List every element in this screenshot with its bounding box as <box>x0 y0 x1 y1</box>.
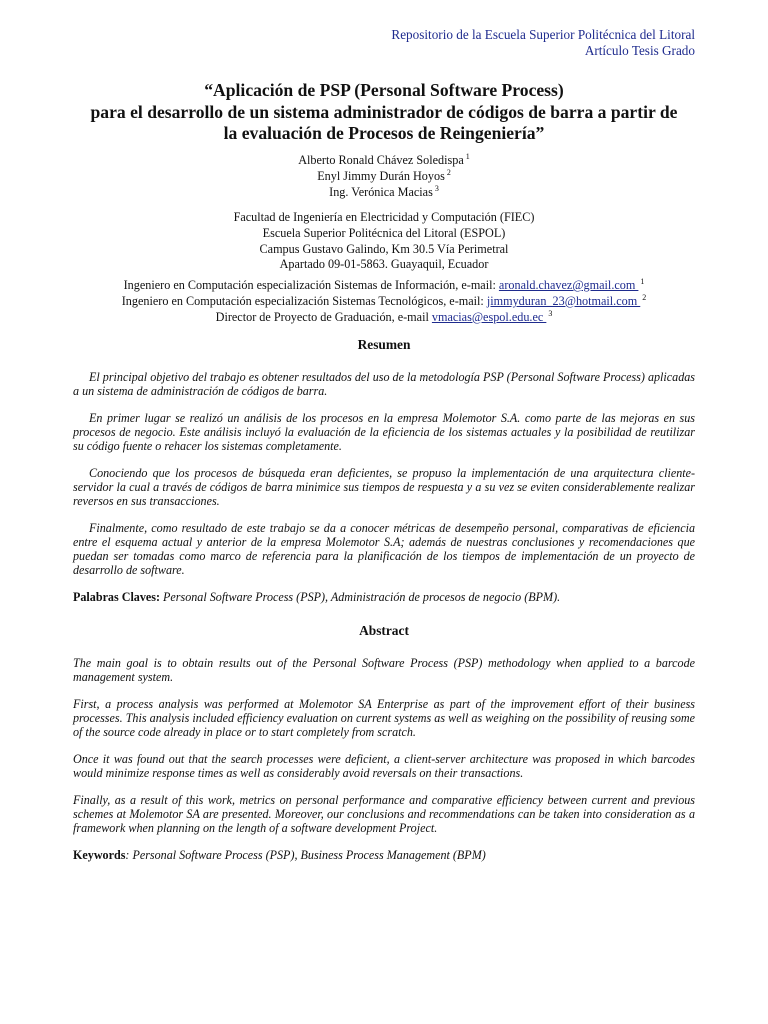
affiliation-faculty: Facultad de Ingeniería en Electricidad y Computación (FIEC) <box>233 210 535 224</box>
resumen-heading: Resumen <box>357 337 411 352</box>
keywords-label: Keywords <box>73 848 126 862</box>
abstract-keywords <box>73 848 695 862</box>
author-footnote-mark: 3 <box>434 183 439 193</box>
resumen-paragraph: Finalmente, como resultado de este trabajo se da a conocer métricas de desempeño personal, comparativas de eficiencia entre el esquema actual y anterior de la empresa Molemotor S.A; además de nuestras conclusiones y recomendaciones que puedan ser tomadas como marco de referencia para la planificación de los tiempos de implementación de un proyecto de desarrollo de software. <box>73 521 695 577</box>
email-link[interactable]: aronald.chavez@gmail.com <box>498 278 639 292</box>
author: Enyl Jimmy Durán Hoyos $^2$ <box>317 167 451 183</box>
resumen-keywords <box>73 590 695 604</box>
resumen-paragraph: Conociendo que los procesos de búsqueda eran deficientes, se propuso la implementación de una arquitectura cliente-servidor la cual a través de códigos de barra minimice sus tiempos de respuesta y a su vez se eviten considerablemente realizar reversos en sus transacciones. <box>73 466 695 508</box>
affiliation-address: Apartado 09-01-5863. Guayaquil, Ecuador <box>279 257 489 272</box>
contact-line: Director de Proyecto de Graduación, e-mail vmacias@espol.edu.ec $^3$ <box>215 308 553 324</box>
email-link[interactable]: vmacias@espol.edu.ec <box>431 309 547 324</box>
abstract-paragraph: First, a process analysis was performed at Molemotor SA Enterprise as part of the improvement effort of their business processes. This analysis included efficiency evaluation on current systems as well as weighing on the possibility of reusing some of the source code already in place or to start completely from scratch. <box>73 697 695 739</box>
keywords-label: Palabras Claves: <box>73 590 164 604</box>
author: Ing. Verónica Macias $^3$ <box>329 183 439 199</box>
abstract-heading: Abstract <box>359 623 409 638</box>
author: Alberto Ronald Chávez Soledispa $^1$ <box>298 151 470 167</box>
email-footnote-mark: 3 <box>548 308 553 318</box>
resumen-paragraph: En primer lugar se realizó un análisis de los procesos en la empresa Molemotor S.A. como parte de las mejoras en sus procesos de negocio. Este análisis incluyó la evaluación de la eficiencia de los sistemas actuales y la posibilidad de reutilizar su código fuente o rehacer los sistemas completamente. <box>73 411 695 453</box>
email-footnote-mark: 1 <box>640 276 645 286</box>
affiliation-school: Escuela Superior Politécnica del Litoral (ESPOL) <box>262 225 506 240</box>
title-line-3: la evaluación de Procesos de Reingeniería” <box>223 123 545 143</box>
author-footnote-mark: 1 <box>465 151 470 161</box>
keywords-colon: : <box>125 848 130 862</box>
abstract-paragraph: The main goal is to obtain results out of the Personal Software Process (PSP) methodology when applied to a barcode management system. <box>73 656 695 684</box>
paper-title <box>60 80 708 145</box>
author-list <box>0 153 768 200</box>
article-type: Artículo Tesis Grado <box>584 42 695 58</box>
resumen-section <box>73 370 695 604</box>
email-link[interactable]: jimmyduran_23@hotmail.com <box>486 293 641 308</box>
contact-line: Ingeniero en Computación especialización Sistemas de Información, e-mail: aronald.chavez@gmail.com $^1$ <box>123 276 645 292</box>
affiliation-campus: Campus Gustavo Galindo, Km 30.5 Vía Perimetral <box>259 241 509 256</box>
keywords-text: Personal Software Process (PSP), Administración de procesos de negocio (BPM). <box>163 590 561 604</box>
contact-line: Ingeniero en Computación especialización Sistemas Tecnológicos, e-mail: jimmyduran_23@hotmail.com $^2$ <box>121 292 647 308</box>
resumen-paragraph: El principal objetivo del trabajo es obtener resultados del uso de la metodología PSP (Personal Software Process) aplicadas a un sistema de administración de códigos de barra. <box>73 370 695 398</box>
abstract-paragraph: Once it was found out that the search processes were deficient, a client-server architecture was proposed in which barcodes would minimize response times as well as considerably avoid reversals on their transactions. <box>73 752 695 780</box>
email-footnote-mark: 2 <box>642 292 647 302</box>
affiliation-block <box>0 210 768 273</box>
repository-name: Repositorio de la Escuela Superior Politécnica del Litoral <box>391 27 695 42</box>
title-line-2: para el desarrollo de un sistema administrador de códigos de barra a partir de <box>90 101 678 122</box>
repository-header <box>391 27 695 58</box>
abstract-section <box>73 656 695 862</box>
abstract-paragraph: Finally, as a result of this work, metrics on personal performance and comparative efficiency between current and previous schemes at Molemotor SA are presented. Moreover, our conclusions and recommendations can be taken into consideration as a framework when planning on the length of a software development Project. <box>73 793 695 835</box>
keywords-text: Personal Software Process (PSP), Business Process Management (BPM) <box>129 848 486 862</box>
author-footnote-mark: 2 <box>446 167 451 177</box>
contact-emails <box>0 278 768 325</box>
title-line-1: “Aplicación de PSP (Personal Software Process) <box>204 80 564 100</box>
